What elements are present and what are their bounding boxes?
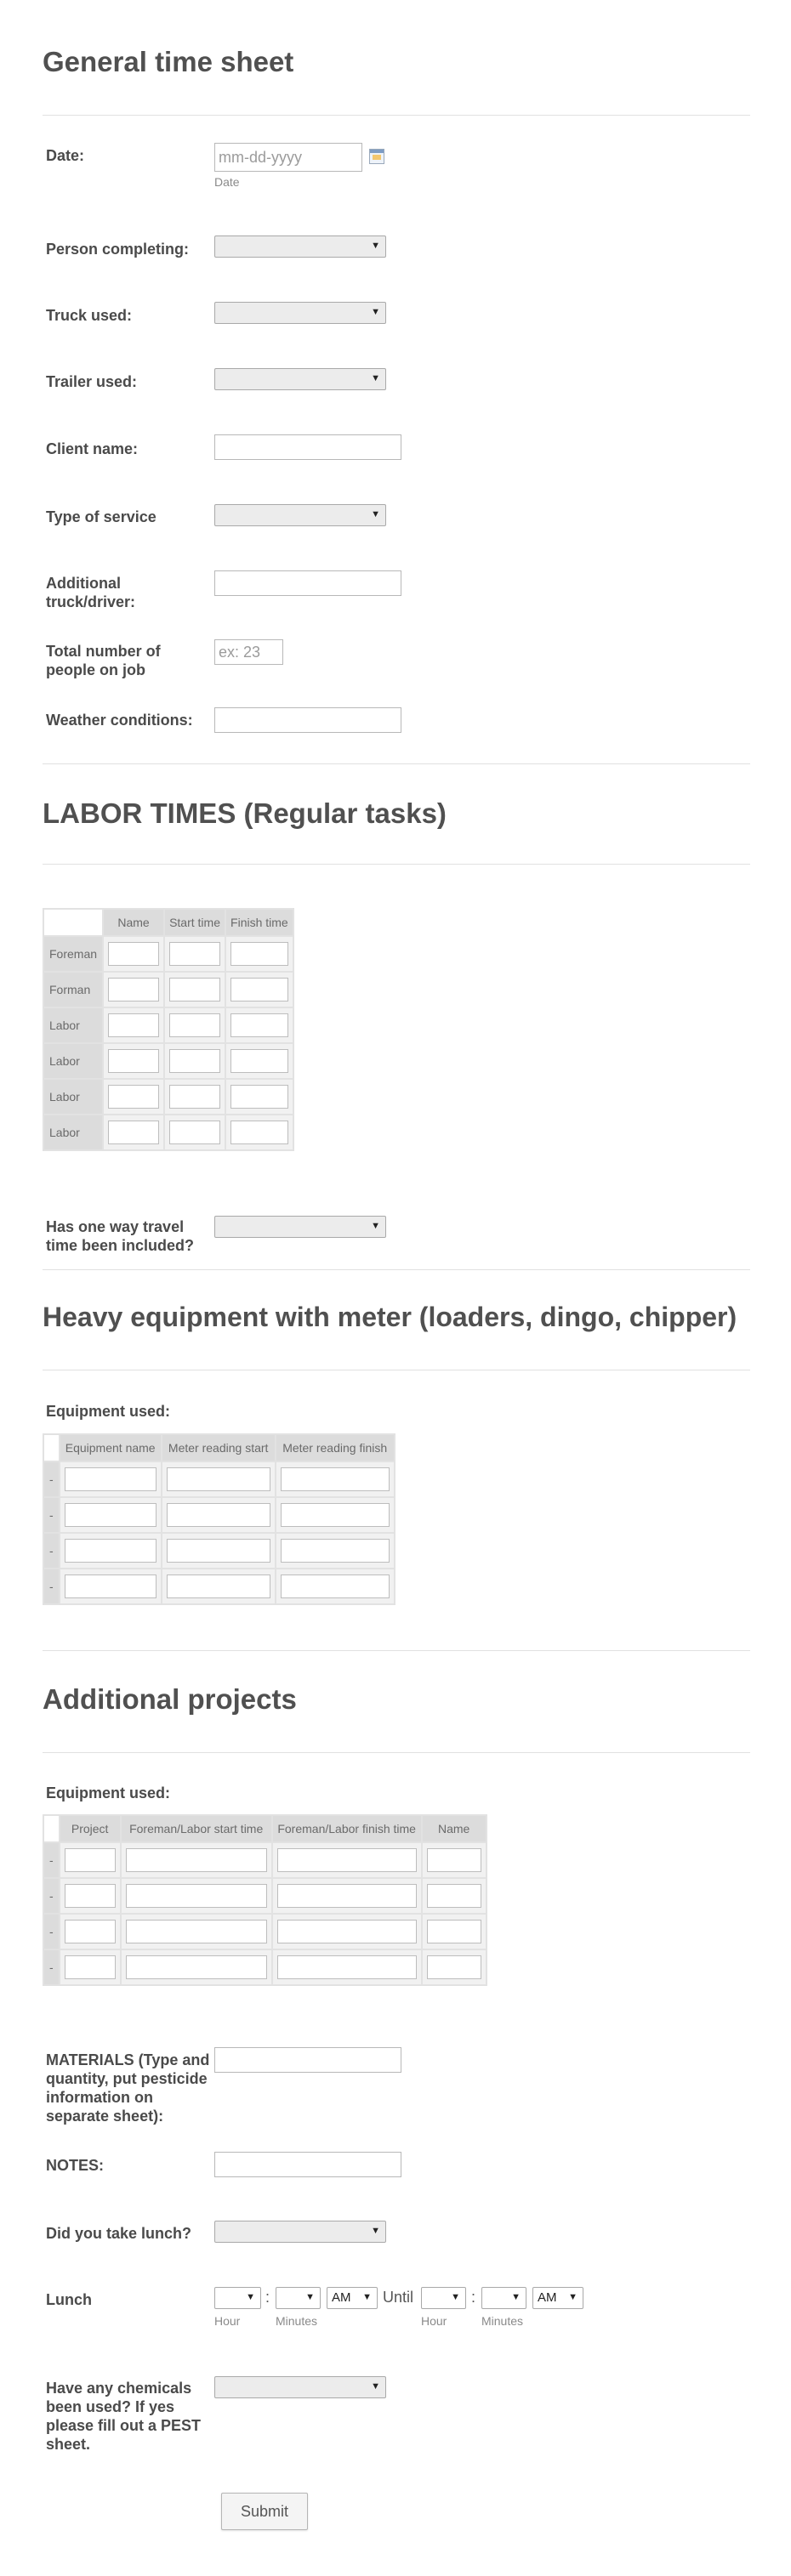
table-corner bbox=[44, 910, 102, 935]
start-time-input[interactable] bbox=[126, 1884, 267, 1908]
meter-finish-input[interactable] bbox=[281, 1503, 390, 1527]
person-completing-select[interactable] bbox=[214, 235, 386, 258]
lunch-label: Lunch bbox=[46, 2291, 92, 2308]
finish-time-input[interactable] bbox=[277, 1955, 417, 1979]
materials-label: MATERIALS (Type and quantity, put pesticide information on separate sheet): bbox=[46, 2051, 210, 2125]
lunch-end-ampm-select[interactable]: AM ▼ bbox=[532, 2287, 583, 2309]
meter-start-input[interactable] bbox=[167, 1539, 270, 1563]
date-hint: Date bbox=[214, 175, 240, 189]
row-marker: - bbox=[44, 1879, 59, 1913]
minutes-hint: Minutes bbox=[276, 2314, 318, 2328]
row-header: Labor bbox=[44, 1044, 102, 1078]
heavy-equipment-section-title: Heavy equipment with meter (loaders, dingo, chipper) bbox=[43, 1302, 737, 1332]
start-time-input[interactable] bbox=[126, 1920, 267, 1943]
row-marker: - bbox=[44, 1569, 59, 1603]
chevron-down-icon: ▼ bbox=[371, 373, 380, 383]
name-input[interactable] bbox=[108, 942, 159, 966]
chemicals-select[interactable] bbox=[214, 2376, 386, 2398]
table-row bbox=[44, 1534, 394, 1568]
divider bbox=[43, 1752, 750, 1753]
row-header: Foreman bbox=[44, 937, 102, 971]
total-people-label: Total number of people on job bbox=[46, 643, 161, 678]
equipment-name-input[interactable] bbox=[65, 1503, 156, 1527]
meter-start-input[interactable] bbox=[167, 1467, 270, 1491]
meter-start-input[interactable] bbox=[167, 1503, 270, 1527]
chevron-down-icon: ▼ bbox=[511, 2292, 521, 2302]
equipment-name-input[interactable] bbox=[65, 1575, 156, 1598]
chevron-down-icon: ▼ bbox=[371, 241, 380, 251]
lunch-end-hour-select[interactable] bbox=[421, 2287, 466, 2309]
column-header-name: Name bbox=[423, 1816, 486, 1841]
meter-finish-input[interactable] bbox=[281, 1539, 390, 1563]
lunch-start-hour-select[interactable] bbox=[214, 2287, 261, 2309]
divider bbox=[43, 763, 750, 764]
table-row bbox=[44, 1080, 293, 1114]
divider bbox=[43, 1650, 750, 1651]
person-completing-label: Person completing: bbox=[46, 241, 190, 258]
name-input[interactable] bbox=[427, 1884, 481, 1908]
additional-projects-section-title: Additional projects bbox=[43, 1683, 297, 1715]
row-marker: - bbox=[44, 1498, 59, 1532]
travel-time-label: Has one way travel time been included? bbox=[46, 1218, 195, 1254]
column-header-start-time: Foreman/Labor start time bbox=[122, 1816, 271, 1841]
time-separator: : bbox=[265, 2289, 270, 2306]
minutes-hint: Minutes bbox=[481, 2314, 524, 2328]
chevron-down-icon: ▼ bbox=[568, 2292, 578, 2302]
table-corner bbox=[44, 1435, 59, 1461]
table-row bbox=[44, 973, 293, 1007]
project-input[interactable] bbox=[65, 1884, 116, 1908]
service-type-select[interactable] bbox=[214, 504, 386, 526]
name-input[interactable] bbox=[427, 1848, 481, 1872]
finish-time-input[interactable] bbox=[277, 1920, 417, 1943]
additional-truck-input[interactable] bbox=[214, 570, 401, 596]
chevron-down-icon: ▼ bbox=[371, 307, 380, 317]
lunch-taken-label: Did you take lunch? bbox=[46, 2225, 192, 2242]
finish-time-input[interactable] bbox=[230, 1085, 288, 1109]
lunch-end-minute-select[interactable] bbox=[481, 2287, 526, 2309]
table-row bbox=[44, 937, 293, 971]
start-time-input[interactable] bbox=[169, 1121, 220, 1144]
chevron-down-icon: ▼ bbox=[371, 2381, 380, 2392]
finish-time-input[interactable] bbox=[230, 1013, 288, 1037]
column-header-start-time: Start time bbox=[165, 910, 225, 935]
project-input[interactable] bbox=[65, 1848, 116, 1872]
travel-time-select[interactable] bbox=[214, 1216, 386, 1238]
start-time-input[interactable] bbox=[169, 942, 220, 966]
total-people-input[interactable]: ex: 23 bbox=[214, 639, 283, 665]
until-label: Until bbox=[383, 2289, 414, 2306]
truck-used-label: Truck used: bbox=[46, 307, 133, 324]
table-row bbox=[44, 1044, 293, 1078]
client-name-input[interactable] bbox=[214, 434, 401, 460]
weather-label: Weather conditions: bbox=[46, 712, 193, 729]
start-time-input[interactable] bbox=[169, 1049, 220, 1073]
labor-table bbox=[43, 908, 294, 1151]
hour-hint: Hour bbox=[421, 2314, 447, 2328]
weather-input[interactable] bbox=[214, 707, 401, 733]
table-row bbox=[44, 1843, 486, 1877]
project-input[interactable] bbox=[65, 1920, 116, 1943]
table-row bbox=[44, 1462, 394, 1496]
name-input[interactable] bbox=[427, 1920, 481, 1943]
chevron-down-icon: ▼ bbox=[246, 2292, 255, 2302]
name-input[interactable] bbox=[108, 1085, 159, 1109]
column-header-name: Name bbox=[104, 910, 163, 935]
row-marker: - bbox=[44, 1534, 59, 1568]
time-separator: : bbox=[471, 2289, 476, 2306]
row-header: Labor bbox=[44, 1080, 102, 1114]
date-label: Date: bbox=[46, 147, 85, 164]
name-input[interactable] bbox=[108, 1049, 159, 1073]
hour-hint: Hour bbox=[214, 2314, 241, 2328]
row-marker: - bbox=[44, 1843, 59, 1877]
lunch-start-ampm-select[interactable]: AM ▼ bbox=[327, 2287, 378, 2309]
divider bbox=[43, 1269, 750, 1270]
chevron-down-icon: ▼ bbox=[371, 2226, 380, 2236]
name-input[interactable] bbox=[108, 1013, 159, 1037]
heavy-equipment-used-label: Equipment used: bbox=[46, 1403, 171, 1420]
name-input[interactable] bbox=[108, 978, 159, 1001]
equipment-name-input[interactable] bbox=[65, 1539, 156, 1563]
finish-time-input[interactable] bbox=[277, 1848, 417, 1872]
table-row bbox=[44, 1569, 394, 1603]
start-time-input[interactable] bbox=[126, 1955, 267, 1979]
column-header-project: Project bbox=[60, 1816, 120, 1841]
chevron-down-icon: ▼ bbox=[371, 509, 380, 519]
name-input[interactable] bbox=[427, 1955, 481, 1979]
row-marker: - bbox=[44, 1915, 59, 1949]
meter-finish-input[interactable] bbox=[281, 1575, 390, 1598]
start-time-input[interactable] bbox=[169, 978, 220, 1001]
divider bbox=[43, 115, 750, 116]
calendar-icon[interactable] bbox=[369, 149, 384, 164]
page-title: General time sheet bbox=[43, 46, 294, 77]
start-time-input[interactable] bbox=[169, 1013, 220, 1037]
table-row bbox=[44, 1879, 486, 1913]
equipment-name-input[interactable] bbox=[65, 1467, 156, 1491]
column-header-meter-finish: Meter reading finish bbox=[276, 1435, 394, 1461]
column-header-meter-start: Meter reading start bbox=[162, 1435, 275, 1461]
row-header: Forman bbox=[44, 973, 102, 1007]
lunch-taken-select[interactable] bbox=[214, 2221, 386, 2243]
materials-input[interactable] bbox=[214, 2047, 401, 2073]
chemicals-label: Have any chemicals been used? If yes please fill out a PEST sheet. bbox=[46, 2380, 202, 2453]
notes-input[interactable] bbox=[214, 2152, 401, 2177]
divider bbox=[43, 864, 750, 865]
table-row bbox=[44, 1008, 293, 1042]
row-header: Labor bbox=[44, 1008, 102, 1042]
column-header-equipment-name: Equipment name bbox=[60, 1435, 161, 1461]
name-input[interactable] bbox=[108, 1121, 159, 1144]
truck-used-select[interactable] bbox=[214, 302, 386, 324]
chevron-down-icon: ▼ bbox=[362, 2292, 372, 2302]
client-name-label: Client name: bbox=[46, 440, 139, 457]
row-marker: - bbox=[44, 1950, 59, 1984]
chevron-down-icon: ▼ bbox=[305, 2292, 315, 2302]
trailer-used-label: Trailer used: bbox=[46, 373, 138, 390]
project-input[interactable] bbox=[65, 1955, 116, 1979]
labor-section-title: LABOR TIMES (Regular tasks) bbox=[43, 797, 447, 829]
lunch-start-minute-select[interactable] bbox=[276, 2287, 321, 2309]
table-row bbox=[44, 1498, 394, 1532]
chevron-down-icon: ▼ bbox=[451, 2292, 460, 2302]
meter-finish-input[interactable] bbox=[281, 1467, 390, 1491]
trailer-used-select[interactable] bbox=[214, 368, 386, 390]
column-header-finish-time: Finish time bbox=[226, 910, 293, 935]
start-time-input[interactable] bbox=[169, 1085, 220, 1109]
service-type-label: Type of service bbox=[46, 508, 156, 525]
finish-time-input[interactable] bbox=[230, 1121, 288, 1144]
additional-equipment-used-label: Equipment used: bbox=[46, 1784, 171, 1801]
date-input[interactable]: mm-dd-yyyy bbox=[214, 143, 362, 172]
chevron-down-icon: ▼ bbox=[371, 1221, 380, 1231]
finish-time-input[interactable] bbox=[230, 942, 288, 966]
additional-truck-label: Additional truck/driver: bbox=[46, 575, 136, 610]
table-corner bbox=[44, 1816, 59, 1841]
table-row bbox=[44, 1115, 293, 1149]
table-row bbox=[44, 1950, 486, 1984]
heavy-equipment-table bbox=[43, 1433, 396, 1605]
finish-time-input[interactable] bbox=[230, 978, 288, 1001]
column-header-finish-time: Foreman/Labor finish time bbox=[273, 1816, 421, 1841]
submit-button[interactable]: Submit bbox=[221, 2493, 308, 2530]
start-time-input[interactable] bbox=[126, 1848, 267, 1872]
table-row bbox=[44, 1915, 486, 1949]
row-marker: - bbox=[44, 1462, 59, 1496]
finish-time-input[interactable] bbox=[277, 1884, 417, 1908]
finish-time-input[interactable] bbox=[230, 1049, 288, 1073]
meter-start-input[interactable] bbox=[167, 1575, 270, 1598]
row-header: Labor bbox=[44, 1115, 102, 1149]
notes-label: NOTES: bbox=[46, 2157, 105, 2174]
additional-projects-table bbox=[43, 1814, 487, 1986]
